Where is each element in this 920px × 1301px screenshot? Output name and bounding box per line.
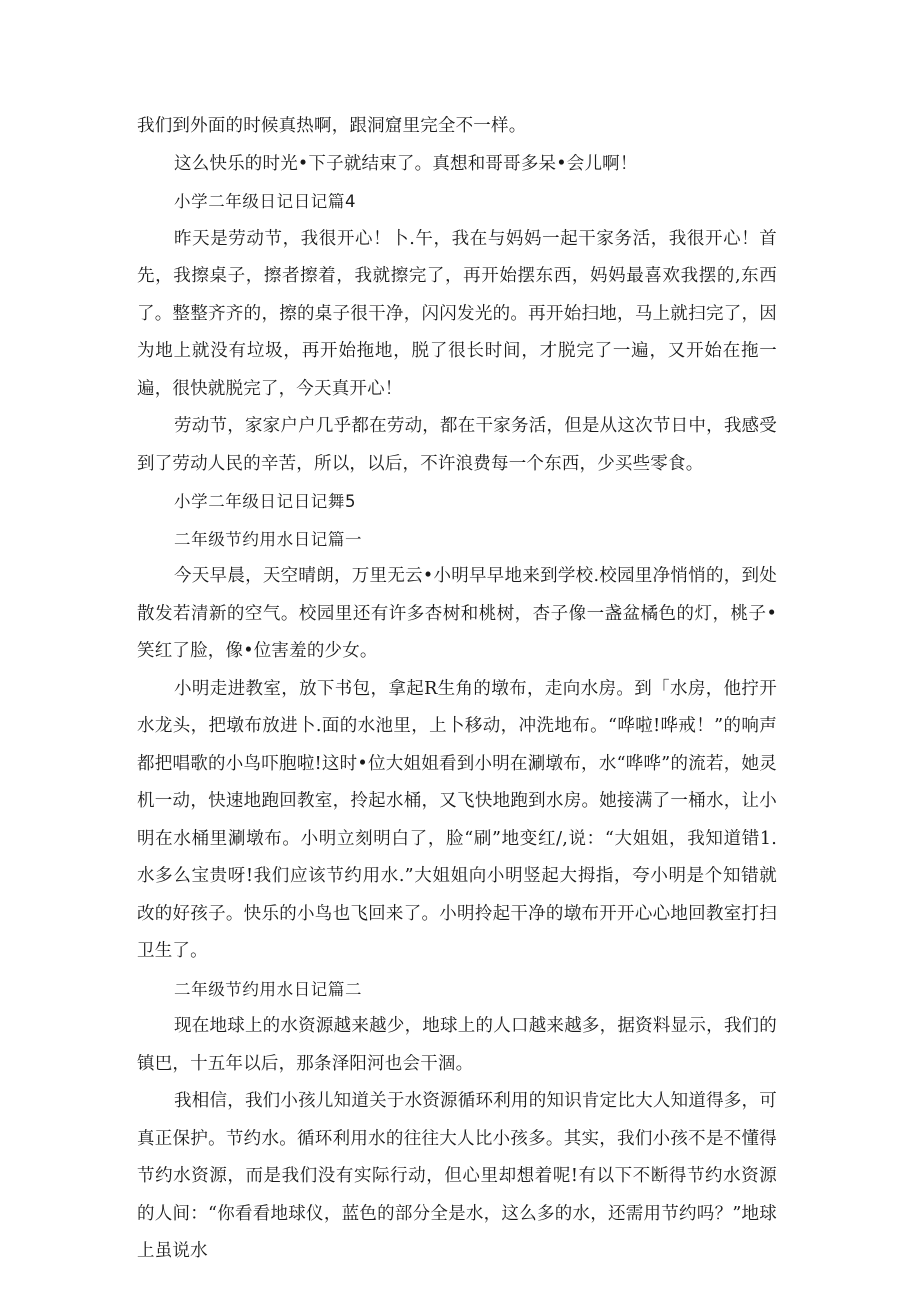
document-body	[137, 108, 777, 1271]
paragraph-6: 小明走进教室，放下书包，拿起R生角的墩布，走向水房。到「水房，他拧开水龙头，把墩布放进卜.面的水池里，上卜移动，冲洗地布。“哗啦!哗戒！”的响声都把唱歌的小鸟吓胞啦!这时•位大姐姐看到小明在涮墩布，水“哗哗”的流若，她灵机一动，快速地跑回教室，拎起水桶，又飞快地跑到水房。她接满了一桶水，让小明在水桶里涮墩布。小明立刻明白了，脸“刷”地变红/,说：“大姐姐，我知道错1.水多么宝贵呀!我们应该节约用水.”大姐姐向小明竖起大拇指，夸小明是个知错就改的好孩子。快乐的小鸟也飞回来了。小明拎起干净的墩布开开心心地回教室打扫卫生了。	[137, 678, 777, 961]
paragraph-7: 现在地球上的水资源越来越少，地球上的人口越来越多，据资料显示，我们的镇巴，十五年以后，那条泽阳河也会干涸。	[137, 1016, 777, 1074]
section-heading-diary-4: 小学二年级日记日记篇4	[174, 192, 357, 211]
paragraph-5: 今天早晨，天空晴朗，万里无云•小明早早地来到学校.校园里净悄悄的，到处散发若清新的空气。校园里还有许多杏树和桃树，杏子像一盏盆橘色的灯，桃子•笑红了脸，像•位害羞的少女。	[137, 566, 777, 661]
section-heading-diary-5: 小学二年级日记日记舞5	[174, 492, 357, 511]
section-heading-water-1: 二年级节约用水日记篇一	[174, 529, 363, 549]
paragraph-3: 昨天是劳动节，我很开心！卜.午，我在与妈妈一起干家务活，我很开心！首先，我擦桌子，擦者擦着，我就擦完了，再开始摆东西，妈妈最喜欢我摆的,东西了。整整齐齐的，擦的桌子很干净，闪闪发光的。再开始扫地，马上就扫完了，因为地上就没有垃圾，再开始拖地，脱了很长时间，才脱完了一遍，又开始在拖一遍，很快就脱完了，今天真开心！	[137, 228, 777, 399]
paragraph-4: 劳动节，家家户户几乎都在劳动，都在干家务活，但是从这次节日中，我感受到了劳动人民的辛苦，所以，以后，不许浪费每一个东西，少买些零食。	[137, 416, 777, 474]
paragraph-2: 这么快乐的时光•下子就结束了。真想和哥哥多呆•会儿啊！	[174, 153, 638, 174]
paragraph-8: 我相信，我们小孩儿知道关于水资源循环利用的知识肯定比大人知道得多，可真正保护。节约水。循环利用水的往往大人比小孩多。其实，我们小孩不是不懂得节约水资源，而是我们没有实际行动，但心里却想着呢!有以下不断得节约水资源的人间：“你看看地球仪，蓝色的部分全是水，这么多的水，还需用节约吗？”地球上虽说水	[137, 1091, 777, 1261]
paragraph-1: 我们到外面的时候真热啊，跟洞窟里完全不一样。	[137, 116, 527, 136]
section-heading-water-2: 二年级节约用水日记篇二	[174, 979, 363, 999]
